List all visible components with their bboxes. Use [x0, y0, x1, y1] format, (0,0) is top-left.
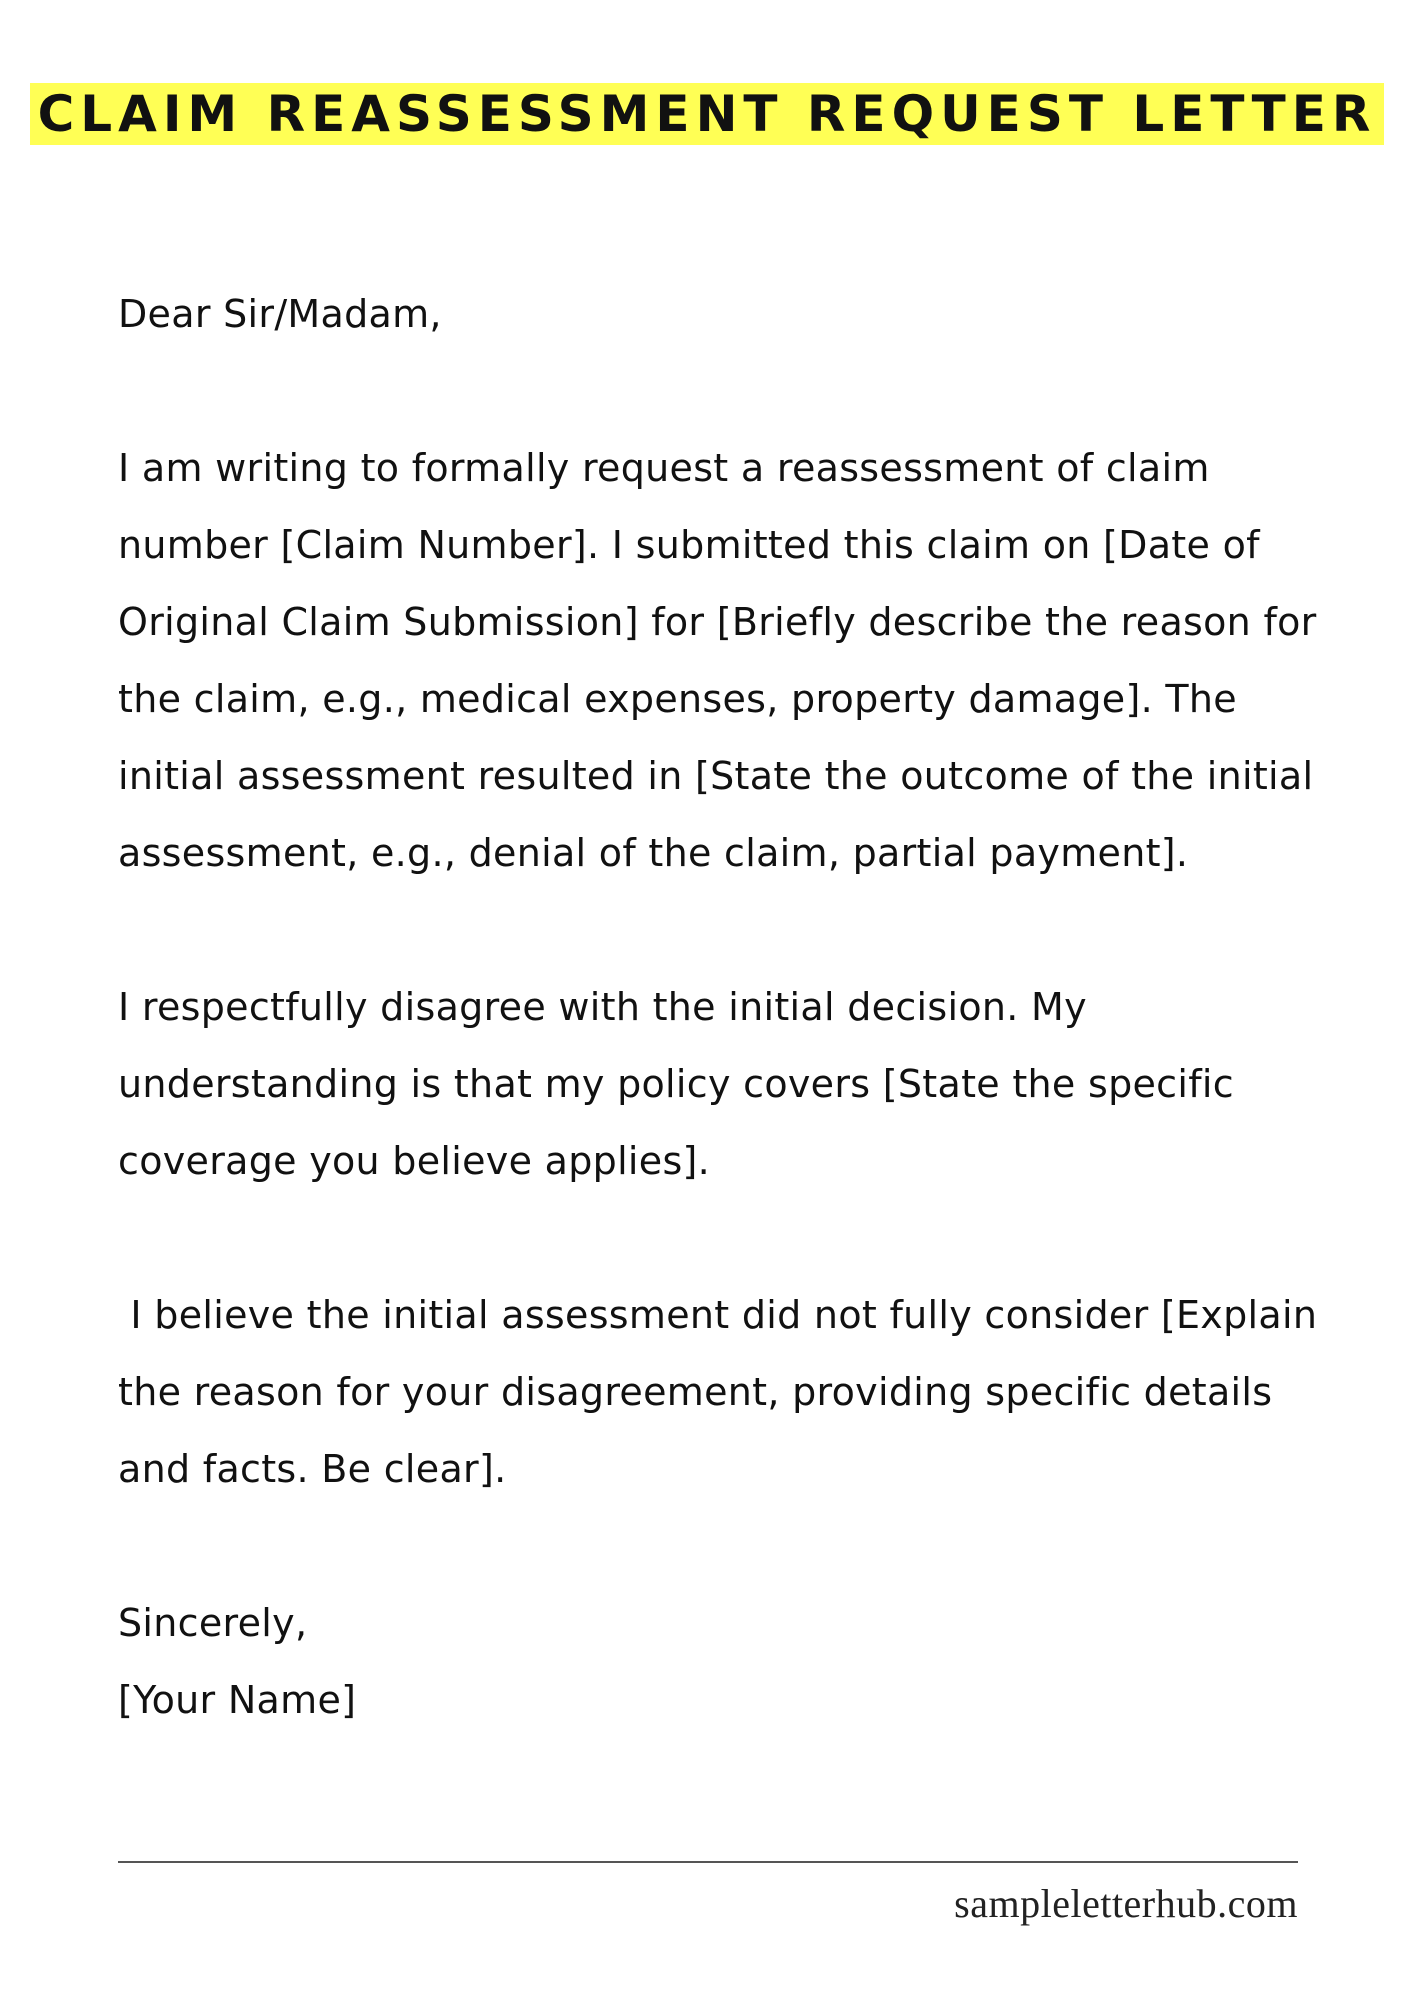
paragraph-disagreement: I respectfully disagree with the initial decision. My understanding is that my policy covers [State the specific coverage you believe applies]. — [118, 985, 1234, 1183]
letter-title — [0, 76, 1414, 152]
letter-body — [118, 276, 1348, 1739]
signature-name: [Your Name] — [118, 1678, 357, 1722]
title-highlight: CLAIM REASSESSMENT REQUEST LETTER — [30, 83, 1385, 145]
footer-divider — [118, 1861, 1298, 1863]
salutation: Dear Sir/Madam, — [118, 292, 442, 336]
closing: Sincerely, — [118, 1601, 308, 1645]
footer-site: sampleletterhub.com — [954, 1881, 1298, 1926]
paragraph-claim-details: I am writing to formally request a reassessment of claim number [Claim Number]. I submitted this claim on [Date of Original Claim Submission] for [Briefly describe the reason for the claim, e.g., medical expenses, property damage]. The initial assessment resulted in [State the outcome of the initial assessment, e.g., denial of the claim, partial payment]. — [118, 446, 1317, 875]
paragraph-reason: I believe the initial assessment did not fully consider [Explain the reason for your disagreement, providing specific details and facts. Be clear]. — [118, 1293, 1330, 1491]
